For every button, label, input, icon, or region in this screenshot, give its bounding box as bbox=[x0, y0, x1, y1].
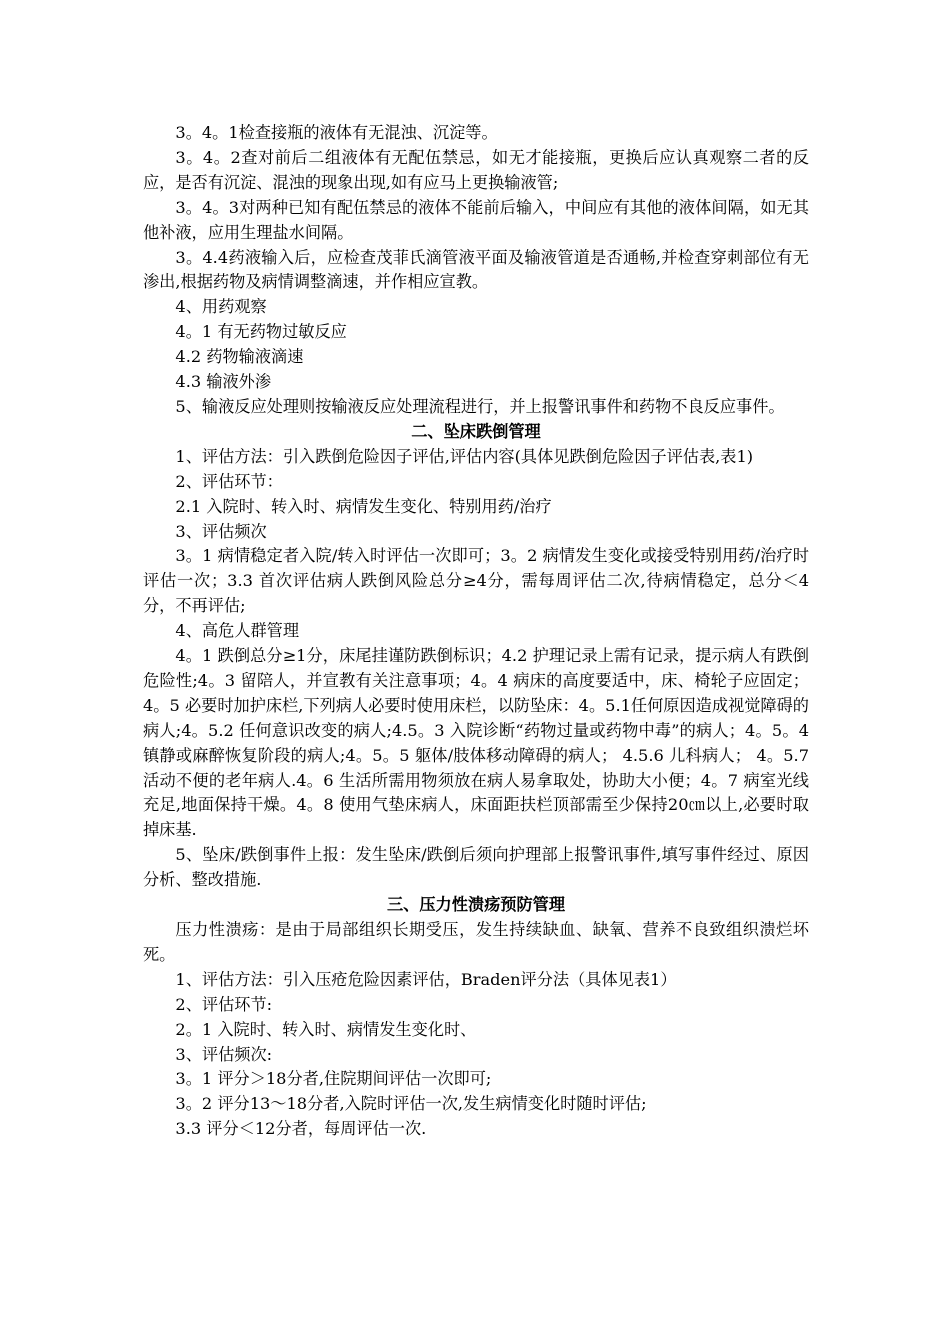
paragraph: 4。1 有无药物过敏反应 bbox=[175, 322, 347, 342]
paragraph: 4.2 药物输液滴速 bbox=[175, 347, 304, 367]
paragraph: 3、评估频次 bbox=[175, 521, 267, 541]
paragraph: 2、评估环节： bbox=[175, 471, 283, 491]
document-body bbox=[143, 121, 809, 1142]
paragraph: 1、评估方法：引入压疮危险因素评估，Braden评分法（具体见表1） bbox=[175, 969, 677, 989]
paragraph: 3。4。3对两种已知有配伍禁忌的液体不能前后输入，中间应有其他的液体间隔，如无其他补液，应用生理盐水间隔。 bbox=[143, 197, 809, 242]
paragraph: 3.3 评分＜12分者，每周评估一次. bbox=[175, 1119, 427, 1139]
section-heading-pressure-ulcer: 三、压力性溃疡预防管理 bbox=[386, 895, 566, 915]
paragraph: 4.3 输液外渗 bbox=[175, 372, 272, 392]
section-heading-fall-management: 二、坠床跌倒管理 bbox=[411, 421, 541, 441]
paragraph: 3。4.4药液输入后，应检查茂菲氏滴管液平面及输液管道是否通畅,并检查穿刺部位有无渗出,根据药物及病情调整滴速，并作相应宣教。 bbox=[143, 247, 809, 292]
paragraph: 3。4。1检查接瓶的液体有无混浊、沉淀等。 bbox=[175, 123, 498, 142]
paragraph: 3、评估频次: bbox=[175, 1044, 273, 1064]
paragraph: 4、高危人群管理 bbox=[175, 621, 300, 641]
paragraph: 2。1 入院时、转入时、病情发生变化时、 bbox=[175, 1019, 477, 1039]
paragraph: 3。2 评分13～18分者,入院时评估一次,发生病情变化时随时评估; bbox=[175, 1094, 647, 1114]
paragraph: 3。1 病情稳定者入院/转入时评估一次即可；3。2 病情发生变化或接受特别用药/治疗时评估一次；3.3 首次评估病人跌倒风险总分≥4分，需每周评估二次,待病情稳定，总分＜4分，不再评估; bbox=[143, 546, 809, 616]
paragraph: 2、评估环节: bbox=[175, 994, 273, 1014]
paragraph: 2.1 入院时、转入时、病情发生变化、特别用药/治疗 bbox=[175, 496, 552, 516]
paragraph: 4、用药观察 bbox=[175, 297, 267, 317]
paragraph: 5、坠床/跌倒事件上报：发生坠床/跌倒后须向护理部上报警讯事件,填写事件经过、原因分析、整改措施. bbox=[143, 845, 809, 890]
paragraph: 3。4。2查对前后二组液体有无配伍禁忌，如无才能接瓶，更换后应认真观察二者的反应，是否有沉淀、混浊的现象出现,如有应马上更换输液管; bbox=[143, 147, 809, 192]
paragraph: 压力性溃疡：是由于局部组织长期受压，发生持续缺血、缺氧、营养不良致组织溃烂坏死。 bbox=[143, 920, 809, 964]
paragraph: 3。1 评分＞18分者,住院期间评估一次即可; bbox=[175, 1069, 492, 1089]
paragraph: 1、评估方法：引入跌倒危险因子评估,评估内容(具体见跌倒危险因子评估表,表1) bbox=[175, 446, 754, 466]
paragraph: 5、输液反应处理则按输液反应处理流程进行，并上报警讯事件和药物不良反应事件。 bbox=[175, 396, 785, 416]
paragraph: 4。1 跌倒总分≥1分，床尾挂谨防跌倒标识；4.2 护理记录上需有记录，提示病人有跌倒危险性;4。3 留陪人，并宣教有关注意事项；4。4 病床的高度要适中，床、椅轮子应固定；4。5 必要时加护床栏,下列病人必要时使用床栏，以防坠床：4。5.1任何原因造成视觉障碍的病人;4。5.2 任何意识改变的病人;4.5。3 入院诊断“药物过量或药物中毒”的病人；4。5。4 镇静或麻醉恢复阶段的病人;4。5。5 躯体/肢体移动障碍的病人； 4.5.6 儿科病人； 4。5.7 活动不便的老年病人.4。6 生活所需用物须放在病人易拿取处，协助大小便；4。7 病室光线充足,地面保持干燥。4。8 使用气垫床病人，床面距扶栏顶部需至少保持20㎝以上,必要时取掉床基. bbox=[143, 646, 809, 840]
